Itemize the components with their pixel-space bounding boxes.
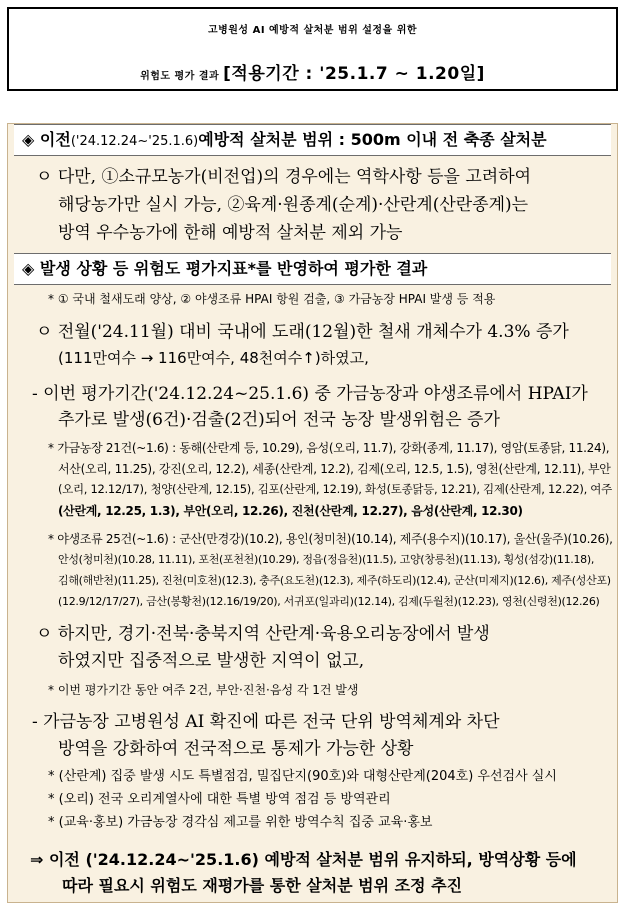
wild-bird-list-line: 김해(해반천)(11.25), 진천(미호천)(12.3), 충주(요도천)(12.3), 제주(하도리)(12.4), 군산(미제지)(12.6), 제주(성산포) <box>58 574 611 587</box>
section1-note-line: 해당농가만 실시 가능, ②육계·원종계(순계)·산란계(산란종계)는 <box>58 195 529 215</box>
migratory-birds-line: ㅇ 전월('24.11월) 대비 국내에 도래(12월)한 철새 개체수가 4.3% 증가 <box>36 322 569 342</box>
title-box <box>7 7 618 91</box>
control-status-line: 방역을 강화하여 전국적으로 통제가 가능한 상황 <box>58 739 414 759</box>
poultry-farm-list-line: (오리, 12.12/17), 청양(산란계, 12.15), 김포(산란계, 12.19), 화성(토종닭등, 12.21), 김제(산란계, 12.22), 여주 <box>58 482 612 496</box>
wild-bird-list-line: 안성(청미천)(10.28, 11.11), 포천(포천천)(10.29), 정읍(정읍천)(11.5), 고양(창릉천)(11.13), 횡성(섬강)(11.18), <box>58 553 595 566</box>
title-line1: 고병원성 AI 예방적 살처분 범위 설정을 위한 <box>207 25 418 36</box>
title-period: [적용기간 : '25.1.7 ~ 1.20일] <box>223 64 485 84</box>
wild-bird-list-line: * 야생조류 25건(~1.6) : 군산(만경강)(10.2), 용인(청미천)(10.14), 제주(용수지)(10.17), 울산(울주)(10.26), <box>48 532 613 546</box>
section1-note-line: ㅇ 다만, ①소규모농가(비전업)의 경우에는 역학사항 등을 고려하여 <box>36 167 532 187</box>
conclusion-line: 따라 필요시 위험도 재평가를 통한 살처분 범위 조정 추진 <box>62 876 463 895</box>
migratory-birds-line: (111만여수 → 116만여수, 48천여수↑)하였고, <box>58 349 369 367</box>
diamond-bullet-icon: ◈ <box>22 130 35 149</box>
regional-status-line: 하였지만 집중적으로 발생한 지역이 없고, <box>58 651 365 671</box>
period-footnote: * 이번 평가기간 동안 여주 2건, 부안·진천·음성 각 1건 발생 <box>48 683 359 697</box>
section1-header: ◈ 이전('24.12.24~'25.1.6)예방적 살처분 범위 : 500m 이내 전 축종 살처분 <box>22 130 547 149</box>
hpai-occurrence-line: 추가로 발생(6건)·검출(2건)되어 전국 농장 발생위험은 증가 <box>58 410 500 430</box>
conclusion-line: ⇒ 이전 ('24.12.24~'25.1.6) 예방적 살처분 범위 유지하되, 방역상황 등에 <box>30 850 577 869</box>
measure-item: * (산란계) 집중 발생 시도 특별점검, 밀집단지(90호)와 대형산란계(204호) 우선검사 실시 <box>48 769 557 784</box>
section2-header: ◈ 발생 상황 등 위험도 평가지표*를 반영하여 평가한 결과 <box>22 259 428 278</box>
title-line2 <box>9 59 616 84</box>
measure-item: * (교육·홍보) 가금농장 경각심 제고를 위한 방역수칙 집중 교육·홍보 <box>48 815 433 830</box>
control-status-line: - 가금농장 고병원성 AI 확진에 따른 전국 단위 방역체계와 차단 <box>32 712 500 732</box>
hpai-occurrence-line: - 이번 평가기간('24.12.24~25.1.6) 중 가금농장과 야생조류에서 HPAI가 <box>32 384 588 404</box>
poultry-farm-list-line: * 가금농장 21건(~1.6) : 동해(산란계 등, 10.29), 음성(오리, 11.7), 강화(종계, 11.17), 영암(토종닭, 11.24), <box>48 441 610 455</box>
wild-bird-list-line: (12.9/12/17/27), 금산(봉황천)(12.16/19/20), 서귀포(일과리)(12.14), 김제(두월천)(12.23), 영천(신령천)(12.26) <box>58 595 600 608</box>
section1-note-line: 방역 우수농가에 한해 예방적 살처분 제외 가능 <box>58 223 403 243</box>
criteria-footnote: * ① 국내 철새도래 양상, ② 야생조류 HPAI 항원 검출, ③ 가금농장 HPAI 발생 등 적용 <box>48 292 496 306</box>
content-panel <box>7 123 618 903</box>
measure-item: * (오리) 전국 오리계열사에 대한 특별 방역 점검 등 방역관리 <box>48 792 391 807</box>
poultry-farm-list-line: (산란계, 12.25, 1.3), 부안(오리, 12.26), 진천(산란계, 12.27), 음성(산란계, 12.30) <box>58 504 523 518</box>
regional-status-line: ㅇ 하지만, 경기·전북·충북지역 산란계·육용오리농장에서 발생 <box>36 624 490 644</box>
title-main: 위험도 평가 결과 <box>140 71 220 82</box>
poultry-farm-list-line: 서산(오리, 11.25), 강진(오리, 12.2), 세종(산란계, 12.2), 김제(오리, 12.5, 1.5), 영천(산란계, 12.11), 부안 <box>58 462 611 476</box>
